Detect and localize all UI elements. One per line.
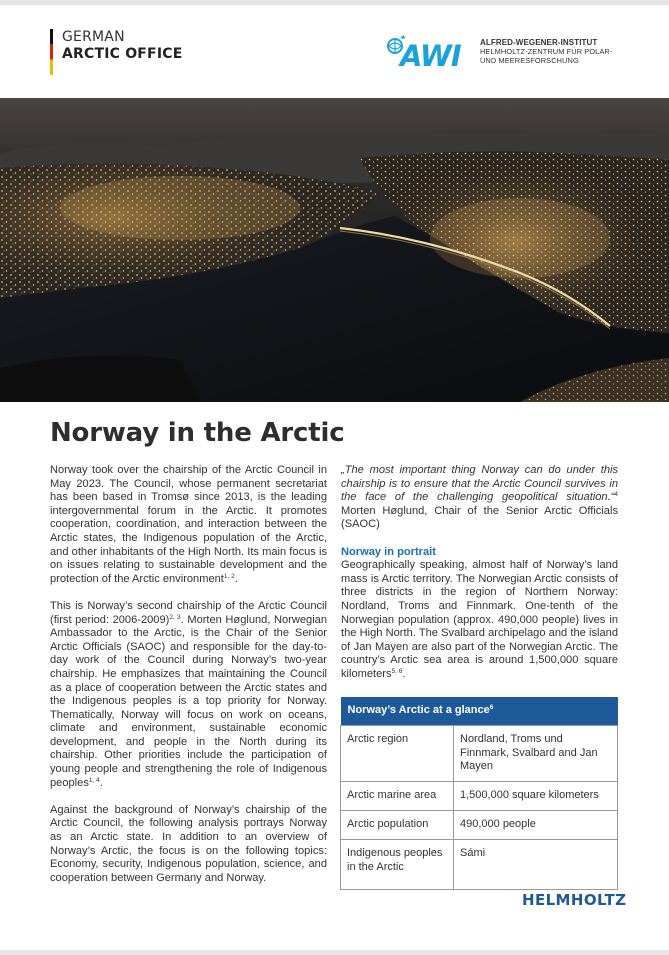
office-name-line2: ARCTIC OFFICE [62,46,183,62]
at-a-glance-table [340,697,618,890]
analysis-paragraph: Against the background of Norway’s chairship of the Arctic Council, the following analysis portrays Norway as an Arctic state. In addition to an overview of Norway’s Arctic, the focus is on the following topics: Economy, security, Indigenous population, science, and cooperation between Germany and Norway. [50,803,327,884]
footnote-ref: 6 [489,704,494,711]
flag-bar [50,29,53,75]
row-value: Sámi [454,839,618,889]
intro-end: . [234,572,238,585]
german-arctic-office-logo [50,29,182,75]
awi-name-line2: HELMHOLTZ-ZENTRUM FÜR POLAR- [480,47,613,56]
row-value: 490,000 people [454,810,618,839]
top-rule [0,0,669,5]
awi-abbrev: AWI [400,39,461,70]
intro-paragraph [50,464,327,586]
row-label: Indigenous peoples in the Arctic [341,839,454,889]
quote-block [341,464,618,532]
chairship-text-a: This is Norway’s second chairship of the Arctic Council (first period: 2006-2009) [50,599,327,626]
footnote-ref: 5, 6 [391,667,403,675]
quote-attribution: Morten Høglund, Chair of the Senior Arctic Officials (SAOC) [341,504,618,531]
row-label: Arctic region [341,725,454,781]
table-row [341,810,618,839]
awi-name-line3: UND MEERESFORSCHUNG [480,56,579,65]
office-name-line1: GERMAN [62,29,125,45]
table-row [341,725,618,781]
page-title: Norway in the Arctic [50,418,345,448]
right-column [341,464,618,695]
portrait-end: . [402,667,406,680]
bottom-rule [0,950,669,955]
portrait-paragraph [341,559,618,681]
portrait-text: Geographically speaking, almost half of Norway’s land mass is Arctic territory. The Norwegian Arctic consists of three districts in the region of Northern Norway: Nordland, Troms and Finnmark. One-tenth of the Norwegian population (approx. 490,000 people) lives in the High North. The Svalbard archipelago and the island of Jan Mayen are also part of the Norwegian Arctic. The country’s Arctic sea area is around 1,500,000 square kilometers [341,559,618,680]
chairship-end: . [99,776,103,789]
awi-name-line1: ALFRED-WEGENER-INSTITUT [480,38,598,47]
footnote-ref: 1, 2 [223,572,235,580]
awi-emblem-icon [386,34,474,70]
chairship-text-b: . Morten Høglund, Norwegian Ambassador to the Arctic, is the Chair of the Senior Arctic Officials (SAOC) and responsible for the day-to-day work of the Council during Norway’s two-year chairship. He emphasizes that maintaining the Council as a place of cooperation between the Arctic states and the Indigenous peoples is a top priority for Norway. Thematically, Norway will focus on work on oceans, climate and environment, sustainable economic development, and people in the North during its chairship. Other priorities include the participation of young people and strengthening the role of Indigenous peoples [50,613,328,789]
table-header-row [341,697,618,725]
hero-photo-tromso-night [0,98,669,402]
chairship-paragraph [50,600,327,790]
section-heading-portrait: Norway in portrait [341,545,436,558]
footnote-ref: 1, 4 [88,776,100,784]
row-value: 1,500,000 square kilometers [454,782,618,811]
row-label: Arctic population [341,810,454,839]
table-row [341,839,618,889]
awi-logo [386,34,622,74]
awi-name [480,38,612,65]
footnote-ref: 4 [614,491,618,499]
quote-text: „The most important thing Norway can do under this chairship is to ensure that the Arctic Council survives in the face of the challenging geopolitical situation.“ [341,464,618,504]
intro-text: Norway took over the chairship of the Arctic Council in May 2023. The Council, whose permanent secretariat has been based in Tromsø since 2013, is the leading intergovernmental forum in the Arctic. It promotes cooperation, coordination, and interaction between the Arctic states, the Indigenous population of the Arctic, and other inhabitants of the High North. Its main focus is on issues relating to sustainable development and the protection of the Arctic environment [50,464,327,585]
table-row [341,782,618,811]
row-value: Nordland, Troms und Finnmark, Svalbard and Jan Mayen [454,725,618,781]
footnote-ref: 2, 3 [169,613,181,621]
row-label: Arctic marine area [341,782,454,811]
helmholtz-logo: HELMHOLTZ [522,891,627,909]
table-title: Norway’s Arctic at a glance$^6$ [341,697,618,725]
left-column [50,464,327,899]
